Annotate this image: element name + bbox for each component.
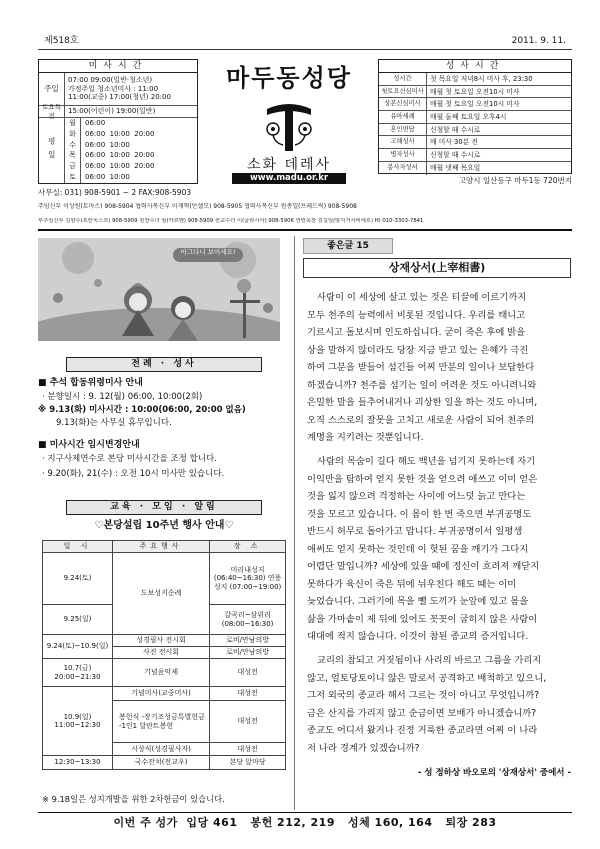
- paragraph-line: 것을 잃지 않으려 걱정하는 사이에 어느덧 늙고 만다는: [307, 491, 526, 502]
- paragraph-line: 대대에 적지 않습니다. 이것이 참된 종교의 증거입니다.: [307, 631, 529, 642]
- paragraph-line: 반드시 허무로 돌아가고 맙니다. 부귀공명이서 일평생: [307, 526, 523, 537]
- sacrament-row-value: 첫 목요일 저녁8시 미사 후, 23:30: [430, 75, 533, 83]
- mass-schedule-title: 미사시간: [39, 60, 197, 73]
- mass-row-weekday: [39, 118, 197, 183]
- paragraph-line: 사람이 이 세상에 살고 있는 것은 티끌에 이르기까지: [317, 292, 527, 303]
- weekday-day: 수: [65, 140, 81, 151]
- weekday-row: [65, 140, 197, 151]
- sacrament-row: [379, 136, 571, 149]
- paragraph-line: 않고, 얼토당토이니 않은 말로서 공격하고 배척하고 있으니,: [307, 672, 547, 684]
- weekday-row: [65, 118, 197, 129]
- table-cell: 대성전: [210, 687, 286, 701]
- weekday-row: [65, 172, 197, 183]
- sacrament-row: [379, 149, 571, 162]
- paragraph-line: 모두 천주의 능력에서 비롯된 것입니다. 우리를 태니고: [307, 309, 526, 321]
- mass-row-sunday: [39, 73, 197, 106]
- table-row: [43, 687, 286, 701]
- sacrament-row-value: 신청할 때 수시로: [430, 151, 481, 160]
- table-cell: 도보성지순례: [112, 553, 209, 635]
- table-cell: 로비/만남의방: [210, 647, 286, 659]
- weekday-list: [65, 118, 197, 183]
- paragraph-line: 못하다가 육신이 죽은 뒤에 뉘우친다 해도 때는 이미: [307, 578, 517, 590]
- good-writing-source: - 성 정하상 바오로의 '상재상서' 중에서 -: [417, 768, 571, 778]
- weekday-day: 목: [65, 150, 81, 161]
- sacrament-row-value: 신청할 때 수시로: [430, 125, 481, 134]
- sacrament-row-label: 유아세례: [379, 111, 427, 123]
- event-table: [42, 540, 286, 770]
- autumn-scene-icon: [38, 238, 280, 341]
- staff-line-2: 부주임신부 김향수(프란치스코) 908-5909 원장수녀 엄(카르멘) 908-5909 전교수녀 이(글라시아) 908-5906 연령목장 김길임(방지거사비에르) H) 010-3303-7841: [38, 218, 424, 224]
- issue-date: 2011. 9. 11.: [511, 36, 566, 46]
- table-row: [43, 553, 286, 605]
- table-header: 장 소: [210, 541, 286, 553]
- mass-row-label: 주일: [39, 73, 65, 105]
- office-line: 사무실: 031) 908-5901 ~ 2 FAX:908-5903: [38, 188, 192, 197]
- good-writing-paragraph-1: [307, 289, 569, 447]
- table-cell: 기념미사(교중미사): [112, 687, 209, 701]
- sacrament-row-value: 매월 첫 토요일 오전10시 미사: [430, 100, 520, 109]
- paragraph-line: 오직 스스로의 잘못을 고치고 새로운 사람이 되어 천주의: [307, 414, 535, 426]
- header-bar: [38, 36, 572, 50]
- mass-row-values: [65, 106, 155, 117]
- table-row: [43, 659, 286, 687]
- table-cell: 9.24(토): [43, 553, 113, 605]
- sacrament-row: [379, 98, 571, 111]
- sacrament-row-value: 매월 둘째 토요일 오후4시: [430, 113, 507, 122]
- header-divider: [38, 229, 572, 231]
- weekday-times: 06:00 10:00 20:00: [85, 151, 155, 160]
- sacrament-row-value: 매 미사 30분 전: [430, 138, 478, 147]
- sacrament-row-label: 성시간: [379, 73, 427, 85]
- liturgy-line: · 9.20(화), 21(수) : 오전 10시 미사만 있습니다.: [42, 469, 225, 479]
- weekday-row: [65, 150, 197, 161]
- sacrament-row-label: 봉사자성서: [379, 162, 427, 175]
- table-cell: 대성전: [210, 659, 286, 687]
- liturgy-item2-text: 미사시간 임시변경안내: [49, 440, 140, 450]
- paragraph-line: 금은 산지를 가리지 않고 순금이면 보배가 아니겠습니까?: [307, 707, 537, 719]
- sacrament-schedule-title: 성사시간: [379, 60, 571, 73]
- column-divider: [294, 236, 295, 810]
- sacrament-row-value: 매월 넷째 목요일: [430, 163, 481, 172]
- liturgy-heading: 전례 · 성사: [66, 357, 262, 372]
- sacrament-row: [379, 86, 571, 99]
- liturgy-line: 9.13(화)는 사무실 휴무입니다.: [56, 418, 172, 428]
- event-note: ※ 9.18일은 성지개발을 위한 2차헌금이 있습니다.: [42, 794, 225, 804]
- weekday-row: [65, 129, 197, 140]
- weekday-day: 화: [65, 129, 81, 140]
- sacrament-row-label: 상본신심미사: [379, 98, 427, 110]
- good-writing-paragraph-3: [307, 652, 569, 757]
- paragraph-line: 저 나라 경계가 있겠습니까?: [307, 742, 420, 754]
- paragraph-line: 어렵단 말입니까? 세상에 있을 때에 정신이 흐려져 깨닫지: [307, 561, 540, 572]
- paragraph-line: 하겠습니까? 천주를 섬기는 일이 어려운 것도 아니려니와: [307, 379, 537, 391]
- parish-name: 마두동성당: [226, 64, 352, 92]
- weekday-times: 06:00 10:00 20:00: [85, 162, 155, 171]
- weekday-row: [65, 161, 197, 172]
- mass-row-saturday: [39, 103, 197, 120]
- table-header: 주요행사: [112, 541, 209, 553]
- table-cell: 성경필사 전시회: [112, 635, 209, 647]
- paragraph-line: 그저 외국의 종교라 해서 그르는 것이 아니고 무엇입니까?: [307, 690, 540, 701]
- sacrament-row-value: 매월 첫 토요일 오전10시 미사: [430, 87, 520, 96]
- paragraph-line: 것을 모르고 있습니다. 이 몸이 한 번 죽으면 부귀공명도: [307, 508, 532, 520]
- liturgy-item1-title: ■ 추석 합동위령미사 안내: [38, 378, 143, 388]
- sacrament-row-label: 혼인면담: [379, 124, 427, 136]
- liturgy-content: [38, 378, 288, 482]
- table-cell: 9.24(토)~10.9(일): [43, 635, 113, 659]
- weekday-label: 평일: [39, 118, 65, 183]
- table-cell: 국수잔치(전교우): [112, 756, 209, 770]
- event-title: ♡본당설립 10주년 행사 안내♡: [94, 520, 234, 531]
- parish-website[interactable]: www.madu.or.kr: [232, 173, 346, 184]
- paragraph-line: 사람의 목숨이 길다 해도 백년을 넘기지 못하는데 자기: [317, 456, 536, 467]
- table-cell: 본당 앞마당: [210, 756, 286, 770]
- liturgy-item2-title: ■ 미사시간 임시변경안내: [38, 440, 140, 450]
- table-header: 일 시: [43, 541, 113, 553]
- sacrament-row: [379, 124, 571, 137]
- table-cell: 10.7(금) 20:00~21:30: [43, 659, 113, 687]
- sacrament-row-label: 첫토요신심미사: [379, 86, 427, 98]
- sacrament-row: [379, 162, 571, 175]
- paragraph-line: 이익만을 탐하여 얻지 못한 것을 얻으려 애쓰고 이미 얻은: [307, 473, 538, 485]
- paragraph-line: 기르시고 돌보시며 인도하십니다. 굳이 죽은 후에 밝을: [307, 327, 526, 338]
- weekday-day: 토: [65, 172, 81, 183]
- mass-row-values: [65, 73, 171, 105]
- table-cell: 9.25(일): [43, 605, 113, 635]
- footer-hymns: 이번 주 성가 입당 461 봉헌 212, 219 성체 160, 164 퇴장 283: [113, 816, 497, 829]
- table-row: [43, 756, 286, 770]
- chuseok-illustration: [38, 238, 280, 341]
- liturgy-line: · 지구사제연수로 본당 미사시간을 조정 합니다.: [42, 454, 217, 464]
- table-row: [43, 635, 286, 647]
- weekday-day: 월: [65, 118, 81, 129]
- table-cell: 사진 전시회: [112, 647, 209, 659]
- paragraph-line: 하여 그분을 받들어 섬긴들 어찌 만분의 일이나 보답한다: [307, 362, 535, 373]
- weekday-times: 06:00 10:00: [85, 172, 130, 181]
- table-cell: 시상식(성경필사자): [112, 743, 209, 756]
- paragraph-line: 계명을 지키려는 것뿐입니다.: [307, 432, 424, 443]
- sacrament-schedule-box: [378, 59, 572, 174]
- liturgy-line: ※ 9.13(화) 미사시간 : 10:00(06:00, 20:00 없음): [38, 405, 246, 415]
- weekday-times: 06:00 10:00: [85, 140, 130, 149]
- sacrament-row: [379, 111, 571, 124]
- liturgy-line: · 분향일시 : 9. 12(월) 06:00, 10:00(2회): [42, 392, 203, 402]
- parish-patron: 소화 데레사: [246, 157, 332, 173]
- paragraph-line: 은밀한 말을 들추어내거나 괴상한 일을 하는 것도 아니며,: [307, 397, 538, 408]
- weekday-times: 06:00 10:00 20:00: [85, 129, 155, 138]
- table-cell: 봉헌식 -장기조성금특별헌금 -1인1 달란트봉헌: [112, 701, 209, 743]
- table-cell: 대성전: [210, 743, 286, 756]
- sacrament-row-label: 고해성사: [379, 136, 427, 148]
- parish-address: 고양시 일산동구 마두1동 720번지: [458, 176, 572, 185]
- mass-line: 15:00(어린이) 19:00(일반): [68, 107, 156, 116]
- issue-number: 제518호: [44, 36, 79, 46]
- table-cell: 기념음악제: [112, 659, 209, 687]
- weekday-times: 06:00: [85, 119, 106, 127]
- table-cell: 10.9(일) 11:00~12:30: [43, 687, 113, 756]
- mass-line: 11:00(교중) 17:00(청년) 20:00: [68, 93, 171, 102]
- paragraph-line: 삶을 가마솥이 제 뒤에 있어도 꼿꼿이 굽히지 않은 사람이: [307, 613, 538, 625]
- mass-row-label: 토요특전: [39, 106, 65, 117]
- mass-line: 가정주일 청소년미사 : 11:00: [68, 84, 159, 93]
- illustration-banner: 마그다니 보이세요!: [180, 248, 236, 256]
- good-writing-paragraph-2: [307, 453, 569, 646]
- table-cell: 로비/만남의방: [210, 635, 286, 647]
- table-cell: 12:30~13:30: [43, 756, 113, 770]
- event-table-wrap: [42, 540, 286, 770]
- table-cell: 미리내성지 (06:40~16:30) 연풍성지 (07:00~19:00): [210, 553, 286, 605]
- liturgy-item1-text: 추석 합동위령미사 안내: [49, 378, 143, 388]
- footer-divider: [38, 812, 572, 813]
- cross-logo-icon: [259, 95, 319, 153]
- education-heading: 교육 · 모임 · 알림: [66, 500, 262, 515]
- staff-line-1: 주임신부 이상원(토마스) 908-5904 협력사목신부 이재혁(안셀모) 908-5905 협력사목신부 원종일(프레드릭) 908-5908: [38, 203, 357, 210]
- good-writing-title: 상재상서(上宰相書): [303, 258, 571, 278]
- mass-schedule-box: [38, 59, 198, 184]
- paragraph-line: 교리의 참되고 거짓됨이나 사리의 바르고 그름을 가리지: [317, 655, 542, 666]
- sacrament-row-label: 병자성사: [379, 149, 427, 161]
- paragraph-line: 애써도 얻지 못하는 것인데 이 헛된 꿈을 깨기가 그다지: [307, 543, 529, 555]
- good-writing-badge: 좋은글 15: [303, 238, 393, 254]
- weekday-day: 금: [65, 161, 81, 172]
- paragraph-line: 종교도 어디서 왔거나 진정 거룩한 종교라면 어찌 이 나라: [307, 725, 538, 736]
- paragraph-line: 상을 말하지 않더라도 당장 지금 받고 있는 은혜가 극진: [307, 344, 529, 356]
- table-cell: 갈곡리~삼위리 (08:00~16:30): [210, 605, 286, 635]
- table-cell: 대성전: [210, 701, 286, 743]
- masthead: [204, 59, 374, 184]
- sacrament-row: [379, 73, 571, 86]
- mass-line: 07:00 09:00(일반·청소년): [68, 75, 153, 84]
- paragraph-line: 늦었습니다. 그러기에 목을 뺄 도끼가 눈앞에 있고 몸을: [307, 596, 529, 607]
